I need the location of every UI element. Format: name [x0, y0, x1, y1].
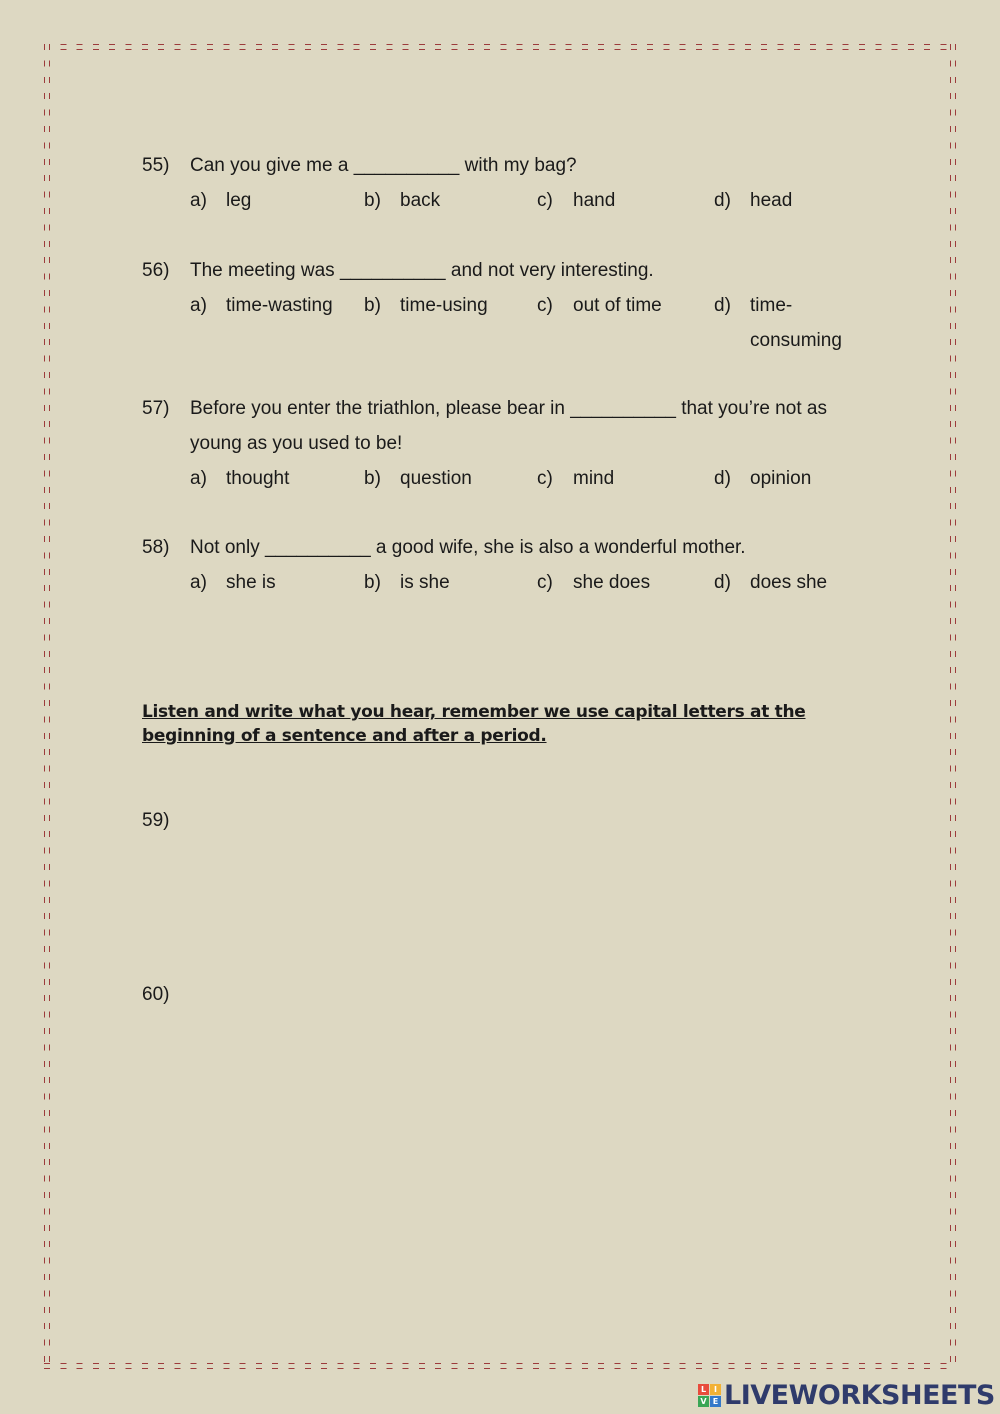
options-row	[190, 461, 882, 496]
question-56	[142, 253, 882, 351]
option-b[interactable]: b) back	[364, 190, 441, 211]
question-number: 56)	[142, 260, 170, 281]
liveworksheets-logo	[698, 1380, 995, 1410]
option-a[interactable]: a) time-wasting	[190, 295, 333, 316]
option-a[interactable]: a) leg	[190, 190, 252, 211]
option-c[interactable]: c) hand	[537, 190, 616, 211]
question-55	[142, 148, 882, 218]
option-b[interactable]: b) question	[364, 468, 472, 489]
option-d[interactable]: d) opinion	[714, 468, 812, 489]
option-c[interactable]: c) she does	[537, 572, 651, 593]
option-d[interactable]: d) time-consuming	[714, 295, 842, 351]
options-row	[190, 288, 882, 351]
option-d[interactable]: d) head	[714, 190, 793, 211]
options-row	[190, 565, 882, 600]
question-number: 55)	[142, 155, 170, 176]
option-a[interactable]: a) she is	[190, 572, 276, 593]
page-border-bottom	[44, 1363, 956, 1369]
question-number: 57)	[142, 398, 170, 419]
question-57	[142, 391, 882, 496]
writing-item-59: 59)	[142, 810, 170, 831]
question-stem: The meeting was __________ and not very interesting.	[190, 260, 654, 281]
page-border-right	[950, 44, 956, 1369]
option-b[interactable]: b) time-using	[364, 295, 488, 316]
option-d[interactable]: d) does she	[714, 572, 828, 593]
question-stem: Not only __________ a good wife, she is also a wonderful mother.	[190, 537, 746, 558]
logo-text: LIVEWORKSHEETS	[724, 1379, 995, 1411]
page-border-top	[44, 44, 956, 50]
option-a[interactable]: a) thought	[190, 468, 290, 489]
option-b[interactable]: b) is she	[364, 572, 450, 593]
option-c[interactable]: c) out of time	[537, 295, 662, 316]
logo-mark-icon: L I V E	[698, 1384, 721, 1407]
page-border-left	[44, 44, 50, 1369]
question-number: 58)	[142, 537, 170, 558]
question-58	[142, 530, 882, 600]
question-stem: Before you enter the triathlon, please bear in __________ that you’re not as young as you used to be!	[190, 398, 827, 454]
option-c[interactable]: c) mind	[537, 468, 615, 489]
options-row	[190, 183, 882, 218]
question-stem: Can you give me a __________ with my bag?	[190, 155, 577, 176]
listening-instruction: Listen and write what you hear, remember we use capital letters at the beginning of a sentence and after a period.	[142, 702, 806, 746]
writing-item-60: 60)	[142, 984, 170, 1005]
